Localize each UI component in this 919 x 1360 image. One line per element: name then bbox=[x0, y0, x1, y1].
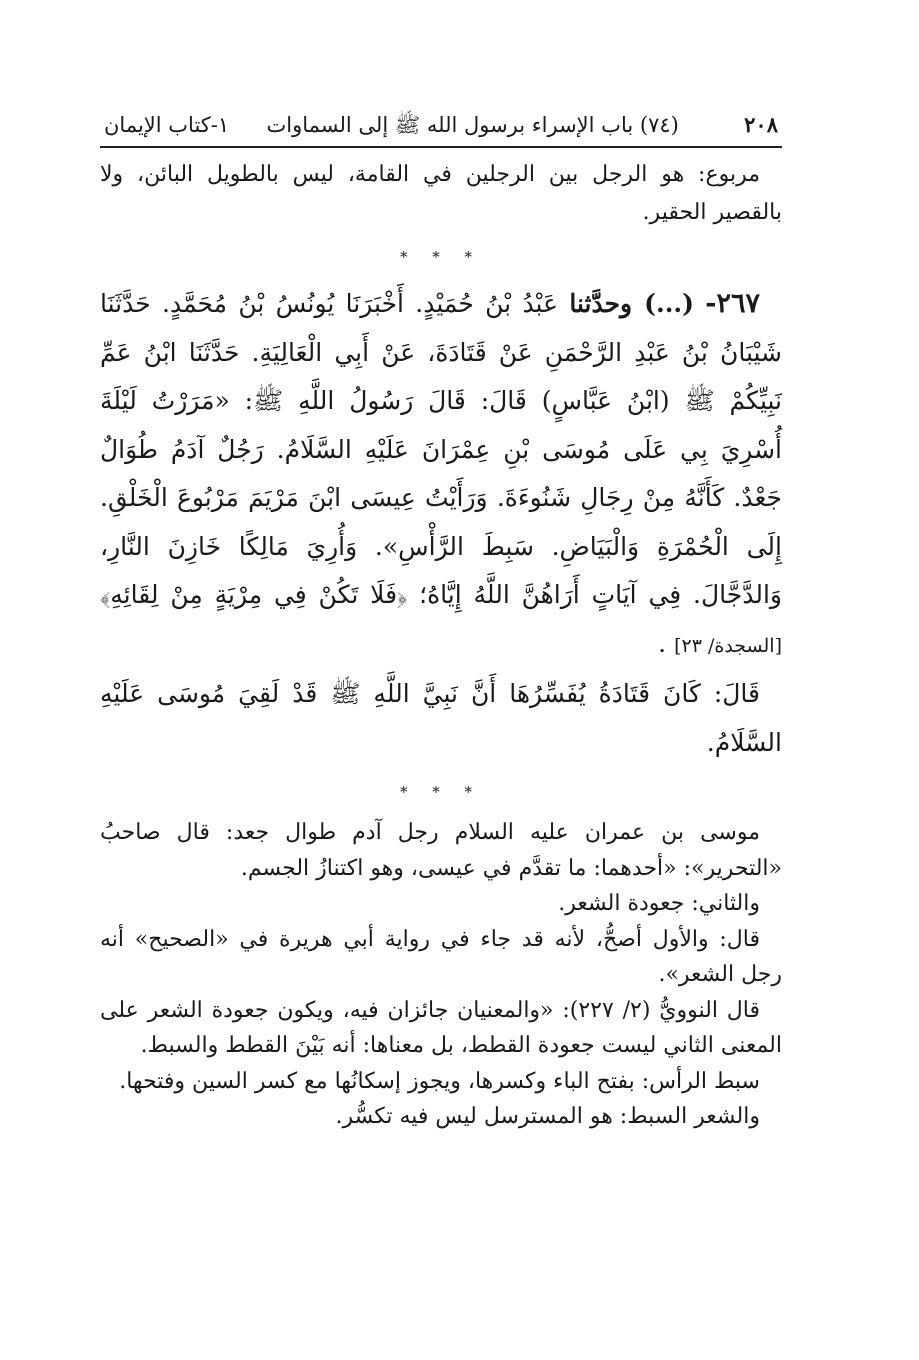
hadith-267 bbox=[100, 280, 782, 670]
commentary-para: سبط الرأس: بفتح الباء وكسرها، ويجوز إسكانُها مع كسر السين وفتحها. bbox=[119, 1068, 760, 1094]
commentary-para: قال النوويُّ (٢/ ٢٢٧): «والمعنيان جائزان فيه، ويكون جعودة الشعر على المعنى الثاني ليست جعودة القطط، بل معناها: أنه بَيْنَ القطط والسبط. bbox=[100, 997, 782, 1058]
hadith-body: عَبْدُ بْنُ حُمَيْدٍ. أَخْبَرَنَا يُونُسُ بْنُ مُحَمَّدٍ. حَدَّثَنَا شَيْبَانُ بْنُ عَبْدِ الرَّحْمَنِ عَنْ قَتَادَةَ، عَنْ أَبِي الْعَالِيَةِ. حَدَّثَنَا ابْنُ عَمِّ نَبِيِّكُمْ ﷺ (ابْنُ عَبَّاسٍ) قَالَ: قَالَ رَسُولُ اللَّهِ ﷺ: «مَرَرْتُ لَيْلَةَ أُسْرِيَ بِي عَلَى مُوسَى بْنِ عِمْرَانَ عَلَيْهِ السَّلَامُ. رَجُلٌ آدَمُ طُوَالٌ جَعْدٌ. كَأَنَّهُ مِنْ رِجَالِ شَنُوءَةَ. وَرَأَيْتُ عِيسَى ابْنَ مَرْيَمَ مَرْبُوعَ الْخَلْقِ. إِلَى الْحُمْرَةِ وَالْبَيَاضِ. سَبِطَ الرَّأْسِ». وَأُرِيَ مَالِكًا خَازِنَ النَّارِ، وَالدَّجَّالَ. فِي آيَاتٍ أَرَاهُنَّ اللَّهُ إِيَّاهُ؛ ﴿فَلَا تَكُنْ فِي مِرْيَةٍ مِنْ لِقَائِهِ﴾ bbox=[100, 289, 783, 609]
separator-stars-2: * * * bbox=[399, 783, 483, 801]
chapter-title: (٧٤) باب الإسراء برسول الله ﷺ إلى السماوات bbox=[266, 113, 679, 137]
quran-reference: [السجدة/ ٢٣] bbox=[674, 634, 782, 657]
separator-stars: * * * bbox=[399, 248, 483, 266]
top-note: مربوع: هو الرجل بين الرجلين في القامة، ليس بالطويل البائن، ولا بالقصير الحقير. bbox=[100, 162, 782, 225]
commentary-para: قال: والأول أصحُّ، لأنه قد جاء في رواية أبي هريرة في «الصحيح» أنه رجل الشعر». bbox=[100, 926, 782, 987]
page-number: ٢٠٨ bbox=[744, 112, 778, 137]
commentary-para: والشعر السبط: هو المسترسل ليس فيه تكسُّر. bbox=[335, 1104, 760, 1129]
hadith-closing: قَالَ: كَانَ قَتَادَةُ يُفَسِّرُهَا أَنَّ نَبِيَّ اللَّهِ ﷺ قَدْ لَقِيَ مُوسَى عَلَيْهِ السَّلَامُ. bbox=[100, 679, 782, 757]
commentary-para: والثاني: جعودة الشعر. bbox=[558, 891, 760, 916]
hadith-number: ٢٦٧- bbox=[705, 288, 760, 319]
book-page bbox=[100, 110, 782, 1290]
book-title: ١-كتاب الإيمان bbox=[104, 113, 230, 137]
page-header bbox=[100, 110, 782, 148]
commentary-para: موسى بن عمران عليه السلام رجل آدم طوال جعد: قال صاحبُ «التحرير»: «أحدهما: ما تقدَّم في عيسى، وهو اكتنازُ الجسم. bbox=[100, 820, 782, 881]
hadith-lead: (...) وحدَّثنا bbox=[569, 289, 694, 318]
hadith-ending: . bbox=[658, 628, 675, 658]
